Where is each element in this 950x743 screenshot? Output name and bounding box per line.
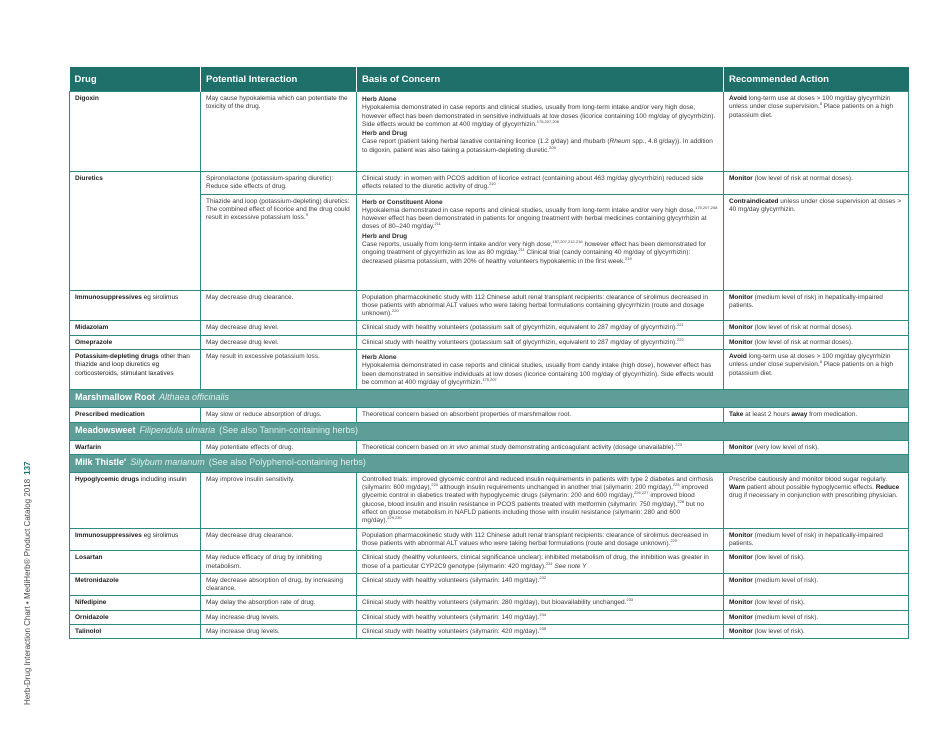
interaction-cell: May cause hypokalemia which can potentiate the toxicity of the drug. (201, 92, 357, 172)
action-cell: Monitor (medium level of risk) in hepatically-impaired patients. (724, 290, 909, 321)
basis-cell: Herb or Constituent Alone Hypokalemia demonstrated in case reports and clinical studies, usually from long-term intake and/or very high dose,$^{175,207,208}$ however effect has been demonstrated in patients for ongoing treatment with herbal medicines containing glycyrrhizin at doses of 80–240 mg/day.$^{211}$ Herb and Drug Case reports, usually from long-term intake and/or very high dose,$^{187,207,212-216}$ however effect has been demonstrated for ongoing treatment of glycyrrhizin as low as 80 mg/day.$^{211}$ Clinical trial (candy containing 40 mg/day of glycyrrhizin): decreased plasma potassium, with 20% of healthy volunteers hypokalemic in the first week.$^{219}$ (357, 194, 724, 290)
drug-name: Talinolol (75, 628, 102, 636)
action-cell: Monitor (low level of risk). (724, 625, 909, 639)
drug-name: Warfarin (75, 443, 102, 451)
drug-name: Digoxin (75, 95, 99, 102)
action-cell: Monitor (low level of risk at normal doses). (724, 335, 909, 349)
footer-caption (23, 462, 32, 706)
interaction-cell: May potentiate effects of drug. (201, 440, 357, 454)
basis-cell: Clinical study with healthy volunteers (silymarin: 420 mg/day).$^{235}$ (357, 625, 724, 639)
action-cell: Monitor (low level of risk at normal doses). (724, 321, 909, 335)
action-cell: Contraindicated unless under close supervision at doses > 40 mg/day glycyrrhizin. (724, 194, 909, 290)
interaction-table (69, 67, 909, 639)
basis-cell: Herb Alone Hypokalemia demonstrated in case reports and clinical studies, usually from candy intake (high dose), however effect has been demonstrated in sensitive individuals at low doses (licorice containing 100 mg/day of glycyrrhizin). Side effects would be common at 400 mg/day of glycyrrhizin.$^{175,207}$ (357, 350, 724, 390)
drug-name: Losartan (75, 554, 103, 562)
interaction-cell: May reduce efficacy of drug by inhibiting metabolism. (201, 551, 357, 574)
basis-cell: Population pharmacokinetic study with 112 Chinese adult renal transplant recipients: clearance of sirolimus decreased in those patients with abnormal ALT values who were taking herbal formulations containing glycyrrhizin (route and dosage unknown).$^{220}$ (357, 290, 724, 321)
table-row: Hypoglycemic drugs including insulin May improve insulin sensitivity. Controlled trials: improved glycemic control and reduced insulin requirements in patients with type 2 diabetes and cirrhosis (silymarin: 600 mg/day),$^{224}$ although insulin requirements unchanged in another trial (silymarin: 200 mg/day),$^{225}$ improved glycemic control in diabetics treated with hypoglycemic drugs (silymarin: 200 and 600 mg/day),$^{226,227}$ improved blood glucose, blood insulin and insulin resistance in PCOS patients treated with metformin (silymarin: 750 mg/day),$^{228}$ but no effect on glucose metabolism in NAFLD patients including those with insulin resistance (silymarin: 280 and 600 mg/day).$^{229,230}$ Prescribe cautiously and monitor blood sugar regularly. Warn patient about possible hypoglycemic effects. Reduce drug if necessary in conjunction with prescribing physician. (70, 472, 909, 528)
drug-name: Immunosuppressives (75, 293, 142, 301)
section-header-milk-thistle: Milk Thistle$^8$ Silybum marianum (See also Polyphenol-containing herbs) (70, 454, 909, 472)
col-action: Recommended Action (724, 67, 909, 92)
table-row (70, 596, 909, 610)
action-cell: Monitor (very low level of risk). (724, 440, 909, 454)
table-row: Immunosuppressives eg sirolimus May decrease drug clearance. Population pharmacokinetic study with 112 Chinese adult renal transplant recipients: clearance of sirolimus decreased in those patients with abnormal ALT values who were taking herbal formulations (route and dosage unknown).$^{220}$ Monitor (medium level of risk) in hepatically-impaired patients. (70, 528, 909, 551)
interaction-cell: May decrease absorption of drug, by increasing clearance. (201, 573, 357, 596)
basis-cell: Herb Alone Hypokalemia demonstrated in case reports and clinical studies, usually from long-term intake and/or very high dose, however effect has been demonstrated in sensitive individuals at low doses (licorice containing 100 mg/day of glycyrrhizin). Side effects would be common at 400 mg/day of glycyrrhizin.$^{175,207,208}$ Herb and Drug Case report (patient taking herbal laxative containing licorice (1.2 g/day) and rhubarb (Rheum spp., 4.8 g/day)). In addition to digoxin, patient was also taking a potassium-depleting diuretic.$^{209}$ (357, 92, 724, 172)
table-row (70, 92, 909, 172)
interaction-cell: Thiazide and loop (potassium-depleting) diuretics: The combined effect of licorice and the drug could result in excessive potassium loss.$^9$ (201, 194, 357, 290)
table-row (70, 408, 909, 422)
drug-name: Diuretics (75, 175, 103, 182)
action-cell: Take at least 2 hours away from medication. (724, 408, 909, 422)
basis-cell: Clinical study with healthy volunteers (silymarin: 140 mg/day).$^{232}$ (357, 573, 724, 596)
interaction-cell: May result in excessive potassium loss. (201, 350, 357, 390)
basis-cell: Clinical study: in women with PCOS addition of licorice extract (containing about 463 mg/day glycyrrhizin) reduced side effects related to the diuretic activity of drug.$^{210}$ (357, 172, 724, 195)
drug-name: Nifedipine (75, 599, 107, 607)
table-row (70, 610, 909, 624)
interaction-cell: May decrease drug level. (201, 335, 357, 349)
interaction-cell: May decrease drug clearance. (201, 528, 357, 551)
basis-cell: Controlled trials: improved glycemic control and reduced insulin requirements in patients with type 2 diabetes and cirrhosis (silymarin: 600 mg/day),$^{224}$ although insulin requirements unchanged in another trial (silymarin: 200 mg/day),$^{225}$ improved glycemic control in diabetics treated with hypoglycemic drugs (silymarin: 200 and 600 mg/day),$^{226,227}$ improved blood glucose, blood insulin and insulin resistance in PCOS patients treated with metformin (silymarin: 750 mg/day),$^{228}$ but no effect on glucose metabolism in NAFLD patients including those with insulin resistance (silymarin: 280 and 600 mg/day).$^{229,230}$ (357, 472, 724, 528)
action-cell: Monitor (medium level of risk). (724, 573, 909, 596)
table-row: Potassium-depleting drugs other than thiazide and loop diuretics eg corticosteroids, stimulant laxatives May result in excessive potassium loss. Herb Alone Hypokalemia demonstrated in case reports and clinical studies, usually from candy intake (high dose), however effect has been demonstrated in sensitive individuals at low doses (licorice containing 100 mg/day of glycyrrhizin). Side effects would be common at 400 mg/day of glycyrrhizin.$^{175,207}$ Avoid long-term use at doses > 100 mg/day glycyrrhizin unless under close supervision.$^8$ Place patients on a high potassium diet. (70, 350, 909, 390)
interaction-cell: May delay the absorption rate of drug. (201, 596, 357, 610)
interaction-cell: Spironolactone (potassium-sparing diuretic): Reduce side effects of drug. (201, 172, 357, 195)
drug-name: Prescribed medication (75, 411, 145, 419)
table-row (70, 551, 909, 574)
basis-cell: Clinical study with healthy volunteers (silymarin: 140 mg/day).$^{234}$ (357, 610, 724, 624)
action-cell: Monitor (medium level of risk). (724, 610, 909, 624)
basis-cell: Clinical study with healthy volunteers (silymarin: 280 mg/day), but bioavailability unchanged.$^{233}$ (357, 596, 724, 610)
section-header-meadowsweet: Meadowsweet Filipendula ulmaria (See also Tannin-containing herbs) (70, 422, 909, 440)
page-number: 137 (23, 461, 32, 475)
col-basis: Basis of Concern (357, 67, 724, 92)
action-cell: Monitor (low level of risk at normal doses). (724, 172, 909, 195)
table-row (70, 321, 909, 335)
basis-cell: Clinical study with healthy volunteers (potassium salt of glycyrrhizin, equivalent to 287 mg/day of glycyrrhizin).$^{221}$ (357, 321, 724, 335)
table-row (70, 335, 909, 349)
table-row (70, 625, 909, 639)
table-header (70, 67, 909, 92)
basis-cell: Population pharmacokinetic study with 112 Chinese adult renal transplant recipients: clearance of sirolimus decreased in those patients with abnormal ALT values who were taking herbal formulations (route and dosage unknown).$^{220}$ (357, 528, 724, 551)
table-row (70, 440, 909, 454)
table-row (70, 573, 909, 596)
action-cell: Monitor (low level of risk). (724, 551, 909, 574)
action-cell: Prescribe cautiously and monitor blood sugar regularly. Warn patient about possible hypoglycemic effects. Reduce drug if necessary in conjunction with prescribing physician. (724, 472, 909, 528)
interaction-cell: May improve insulin sensitivity. (201, 472, 357, 528)
col-interaction: Potential Interaction (201, 67, 357, 92)
action-cell: Monitor (medium level of risk) in hepatically-impaired patients. (724, 528, 909, 551)
drug-name: Metronidazole (75, 576, 119, 584)
drug-name: Hypoglycemic drugs (75, 475, 139, 483)
action-cell: Avoid long-term use at doses > 100 mg/day glycyrrhizin unless under close supervision.$^8$ Place patients on a high potassium diet. (724, 350, 909, 390)
col-drug: Drug (70, 67, 201, 92)
interaction-cell: May slow or reduce absorption of drugs. (201, 408, 357, 422)
action-cell: Monitor (low level of risk). (724, 596, 909, 610)
basis-cell: Theoretical concern based on absorbent properties of marshmallow root. (357, 408, 724, 422)
interaction-cell: May increase drug levels. (201, 625, 357, 639)
drug-name: Ornidazole (75, 613, 109, 621)
basis-cell: Clinical study (healthy volunteers, clinical significance unclear): inhibited metabolism of drug, the inhibition was greater in those of a particular CYP2C9 genotype (silymarin: 420 mg/day).$^{231}$ See note Y (357, 551, 724, 574)
drug-name: Omeprazole (75, 338, 113, 346)
basis-cell: Theoretical concern based on in vivo animal study demonstrating anticoagulant activity (dosage unavailable).$^{223}$ (357, 440, 724, 454)
footer-text: Herb-Drug Interaction Chart • MediHerb® Product Catalog 2018 (23, 478, 32, 705)
drug-name: Immunosuppressives (75, 531, 142, 539)
basis-cell: Clinical study with healthy volunteers (potassium salt of glycyrrhizin, equivalent to 287 mg/day of glycyrrhizin).$^{222}$ (357, 335, 724, 349)
interaction-cell: May decrease drug clearance. (201, 290, 357, 321)
section-header-marshmallow: Marshmallow Root Althaea officinalis (70, 390, 909, 408)
action-cell: Avoid long-term use at doses > 100 mg/day glycyrrhizin unless under close supervision.$^8$ Place patients on a high potassium diet. (724, 92, 909, 172)
drug-name: Potassium-depleting drugs (75, 353, 159, 361)
table-row: Immunosuppressives eg sirolimus May decrease drug clearance. Population pharmacokinetic study with 112 Chinese adult renal transplant recipients: clearance of sirolimus decreased in those patients with abnormal ALT values who were taking herbal formulations containing glycyrrhizin (route and dosage unknown).$^{220}$ Monitor (medium level of risk) in hepatically-impaired patients. (70, 290, 909, 321)
interaction-cell: May increase drug levels. (201, 610, 357, 624)
drug-name: Midazolam (75, 324, 109, 332)
table-row (70, 172, 909, 195)
interaction-cell: May decrease drug level. (201, 321, 357, 335)
